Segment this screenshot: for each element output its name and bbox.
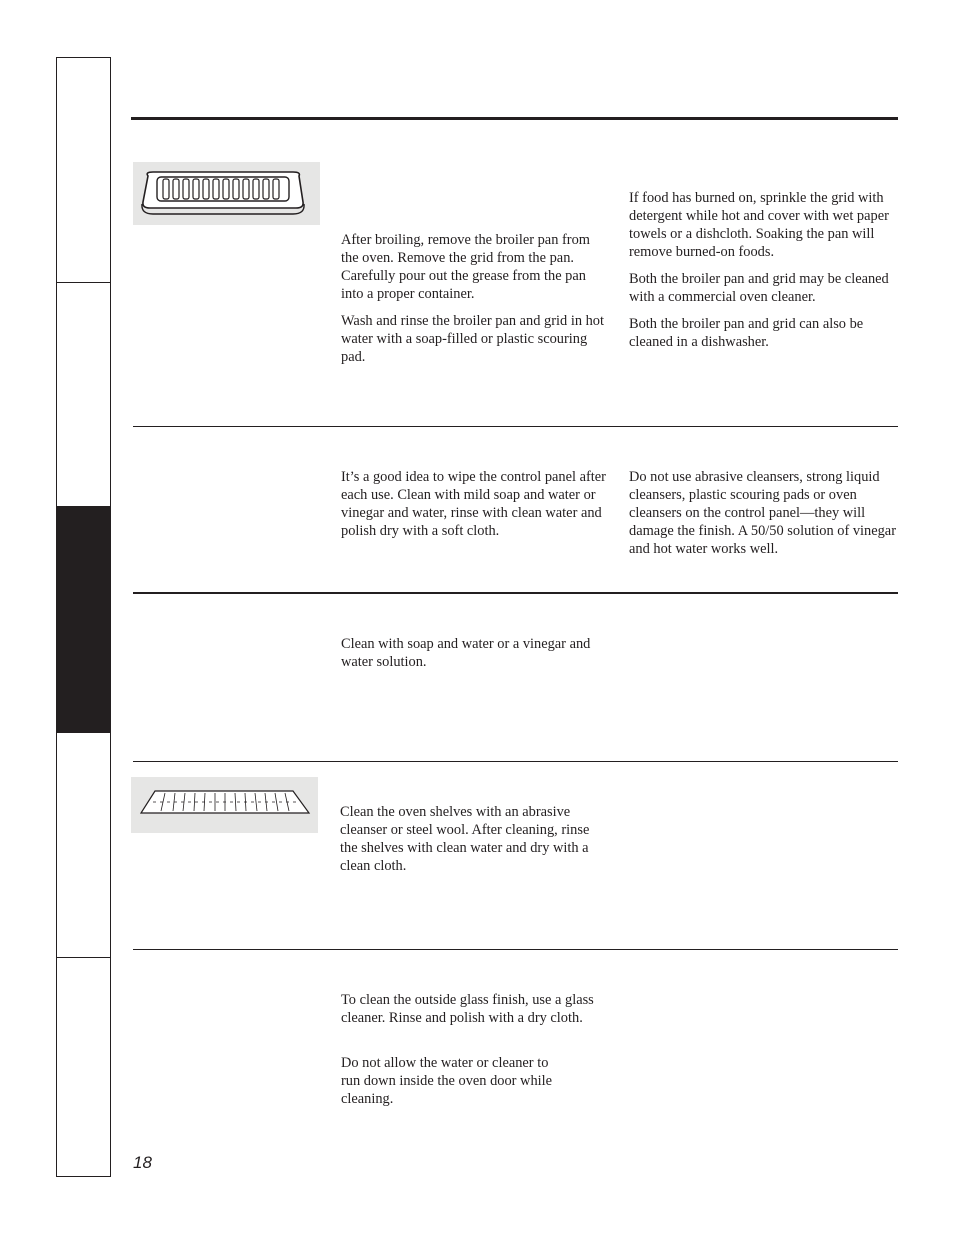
section-divider [133,761,898,762]
oven-shelf-illustration [131,777,318,833]
section-tab-1 [57,58,110,282]
section-divider [133,426,898,427]
section-tab-5 [57,957,110,1176]
section-tabs [56,57,111,1177]
section-divider [133,949,898,950]
oven-exterior-paragraph: Clean with soap and water or a vinegar and water solution. [341,636,591,670]
broiler-pan-paragraph-3: If food has burned on, sprinkle the grid with detergent while hot and cover with wet paper towels or a dishcloth. Soaking the pan will remove burned-on foods. [629,190,889,260]
glass-door-paragraph-1: To clean the outside glass finish, use a glass cleaner. Rinse and polish with a dry cloth. [341,992,594,1026]
glass-door-paragraph-2: Do not allow the water or cleaner to run down inside the oven door while cleaning. [341,1055,553,1107]
header-rule [131,117,898,120]
broiler-pan-paragraph-2: Wash and rinse the broiler pan and grid in hot water with a soap-filled or plastic scouring pad. [341,313,605,365]
broiler-pan-paragraph-5: Both the broiler pan and grid can also be cleaned in a dishwasher. [629,316,864,350]
oven-shelf-icon [131,777,318,833]
section-divider [133,592,898,594]
page-number: 18 [133,1153,152,1172]
broiler-pan-icon [133,162,320,225]
section-tab-4 [57,732,110,957]
broiler-pan-illustration [133,162,320,225]
section-tab-active [57,506,110,732]
broiler-pan-paragraph-4: Both the broiler pan and grid may be cleaned with a commercial oven cleaner. [629,271,889,305]
section-tab-2 [57,282,110,506]
control-panel-paragraph-1: It’s a good idea to wipe the control panel after each use. Clean with mild soap and water or vinegar and water, rinse with clean water and polish dry with a soft cloth. [341,469,606,539]
broiler-pan-paragraph-1: After broiling, remove the broiler pan from the oven. Remove the grid from the pan. Carefully pour out the grease from the pan into a proper container. [341,232,590,302]
oven-shelves-paragraph: Clean the oven shelves with an abrasive cleanser or steel wool. After cleaning, rinse the shelves with clean water and dry with a clean cloth. [340,804,590,874]
control-panel-paragraph-2: Do not use abrasive cleansers, strong liquid cleansers, plastic scouring pads or oven cleansers on the control panel—they will damage the finish. A 50/50 solution of vinegar and hot water works well. [629,469,896,557]
